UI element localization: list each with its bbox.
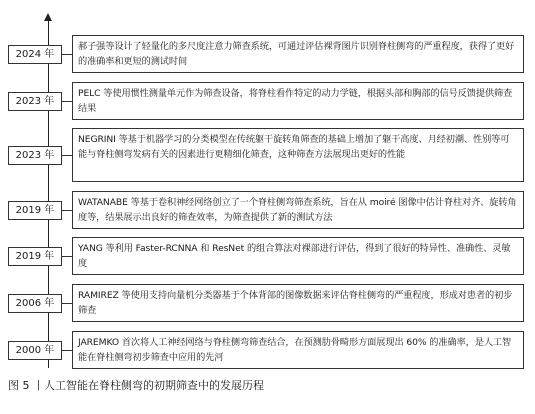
- event-box-2023-negrini: NEGRINI 等基于机器学习的分类模型在传统躯干旋转角筛查的基础上增加了躯干高度、月经初潮、性别等可能与脊柱侧弯发病有关的因素进行更精细化筛查，这种筛查方法展现出更好的性能: [72, 128, 524, 182]
- figure-caption: 图 5 丨人工智能在脊柱侧弯的初期筛查中的发展历程: [8, 379, 264, 392]
- year-label: 2023 年: [8, 146, 62, 165]
- year-label: 2023 年: [8, 92, 62, 111]
- event-box-2019-watanabe: WATANABE 等基于卷积神经网络创立了一个脊柱侧弯筛查系统，旨在从 moiré 图像中估计脊柱对齐、旋转角度等，结果展示出良好的筛查效率，为筛查提供了新的测试方法: [72, 191, 524, 229]
- year-label: 2024 年: [8, 45, 62, 64]
- connector: [62, 256, 72, 257]
- connector: [62, 155, 72, 156]
- connector: [62, 210, 72, 211]
- connector: [62, 101, 72, 102]
- event-box-2000-jaremko: JAREMKO 首次将人工神经网络与脊柱侧弯筛查结合，在预测肋骨畸形方面展现出 60% 的准确率，是人工智能在脊柱侧弯初步筛查中应用的先河: [72, 331, 524, 369]
- event-box-2024: 郝子强等设计了轻量化的多尺度注意力筛查系统，可通过评估裸背图片识别脊柱侧弯的严重程度，获得了更好的准确率和更短的测试时间: [72, 35, 524, 73]
- event-box-2006-ramirez: RAMIREZ 等使用支持向量机分类器基于个体背部的图像数据来评估脊柱侧弯的严重程度，形成对患者的初步筛查: [72, 284, 524, 322]
- year-label: 2006 年: [8, 294, 62, 313]
- year-label: 2019 年: [8, 247, 62, 266]
- connector: [62, 350, 72, 351]
- event-box-2023-pelc: PELC 等使用惯性测量单元作为筛查设备，将脊柱看作特定的动力学链，根据头部和胸部的信号反馈提供筛查结果: [72, 82, 524, 120]
- year-label: 2000 年: [8, 341, 62, 360]
- timeline-axis: [48, 20, 49, 368]
- connector: [62, 54, 72, 55]
- year-label: 2019 年: [8, 201, 62, 220]
- connector: [62, 303, 72, 304]
- event-box-2019-yang: YANG 等利用 Faster-RCNNA 和 ResNet 的组合算法对裸部进行评估，得到了很好的特异性、准确性、灵敏度: [72, 237, 524, 275]
